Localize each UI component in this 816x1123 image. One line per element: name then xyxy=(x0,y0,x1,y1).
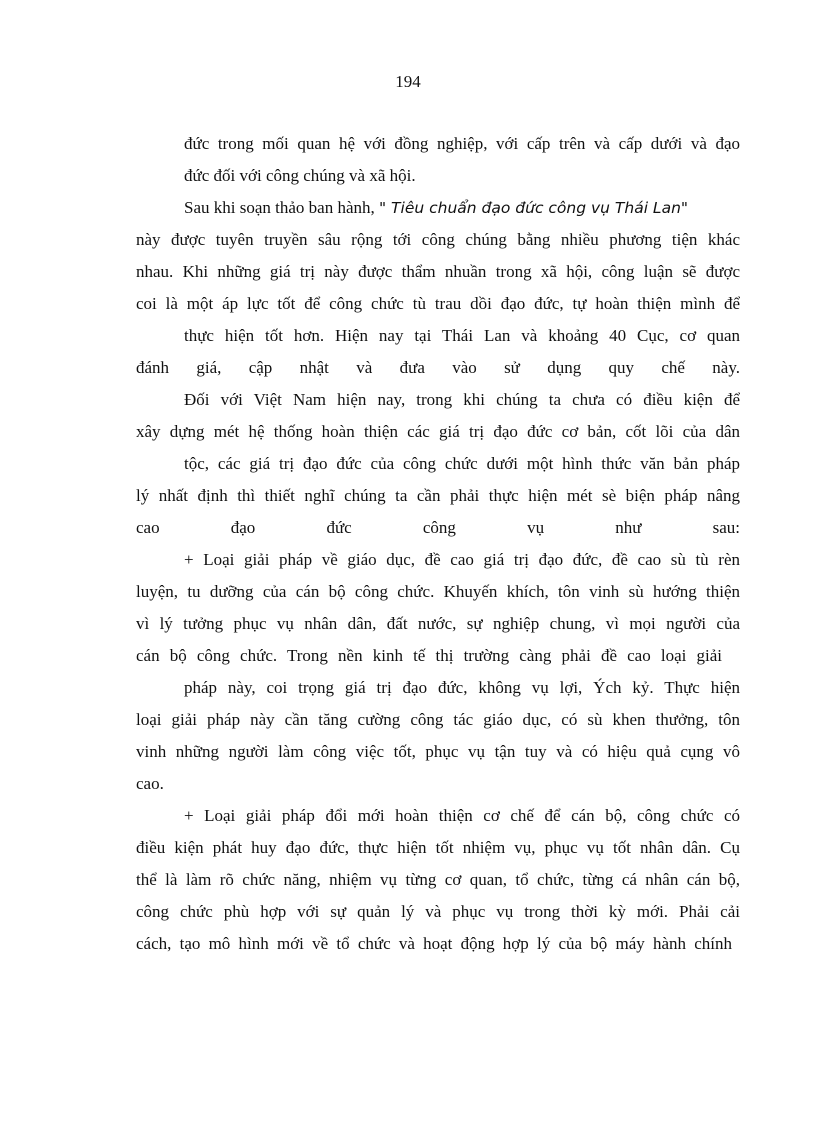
italic-title: " Tiêu chuẩn đạo đức công vụ Thái Lan" xyxy=(379,199,689,217)
text-line: vì lý tưởng phục vụ nhân dân, đất nước, sự nghiệp chung, vì mọi người của xyxy=(136,614,740,633)
text-line: + Loại giải pháp đổi mới hoàn thiện cơ chế để cán bộ, công chức có xyxy=(184,806,740,825)
text-line: đức trong mối quan hệ với đồng nghiệp, với cấp trên và cấp dưới và đạo xyxy=(184,134,740,153)
text-line: loại giải pháp này cần tăng cường công tác giáo dục, có sù khen thưởng, tôn xyxy=(136,710,740,729)
text-line: cán bộ công chức. Trong nền kinh tế thị trường càng phải đề cao loại giải xyxy=(136,646,722,665)
text-line: + Loại giải pháp về giáo dục, đề cao giá trị đạo đức, đề cao sù tù rèn xyxy=(184,550,740,569)
text-line: công chức phù hợp với sự quản lý và phục vụ trong thời kỳ mới. Phải cải xyxy=(136,902,740,921)
text-line: thể là làm rõ chức năng, nhiệm vụ từng cơ quan, tổ chức, từng cá nhân cán bộ, xyxy=(136,870,740,889)
text-line: cách, tạo mô hình mới về tổ chức và hoạt động hợp lý của bộ máy hành chính xyxy=(136,934,732,953)
text-line: đức đối với công chúng và xã hội. xyxy=(184,166,416,185)
text-line: nhau. Khi những giá trị này được thẩm nhuần trong xã hội, công luận sẽ được xyxy=(136,262,740,281)
text-line: tộc, các giá trị đạo đức của công chức dưới một hình thức văn bản pháp xyxy=(184,454,740,473)
text-line: đánh giá, cập nhật và đưa vào sử dụng quy chế này. xyxy=(136,358,740,377)
text-line: coi là một áp lực tốt để công chức tù trau dồi đạo đức, tự hoàn thiện mình để xyxy=(136,294,740,313)
text-line: Đối với Việt Nam hiện nay, trong khi chúng ta chưa có điều kiện để xyxy=(184,390,740,409)
page-number: 194 xyxy=(395,72,421,91)
text-line: pháp này, coi trọng giá trị đạo đức, không vụ lợi, Ých kỷ. Thực hiện xyxy=(184,678,740,697)
text-line: xây dựng mét hệ thống hoàn thiện các giá trị đạo đức cơ bản, cốt lõi của dân xyxy=(136,422,740,441)
text-span: Sau khi soạn thảo ban hành, xyxy=(184,198,379,217)
text-line: cao. xyxy=(136,774,164,793)
text-line: điều kiện phát huy đạo đức, thực hiện tốt nhiệm vụ, phục vụ tốt nhân dân. Cụ xyxy=(136,838,740,857)
text-line: cao đạo đức công vụ như sau: xyxy=(136,518,740,537)
text-line: luyện, tu dưỡng của cán bộ công chức. Khuyến khích, tôn vinh sù hướng thiện xyxy=(136,582,740,601)
text-line: thực hiện tốt hơn. Hiện nay tại Thái Lan và khoảng 40 Cục, cơ quan xyxy=(184,326,740,345)
text-line xyxy=(184,198,688,218)
text-line: vinh những người làm công việc tốt, phục vụ tận tuy và có hiệu quả cụng vô xyxy=(136,742,740,761)
text-line: này được tuyên truyền sâu rộng tới công chúng bằng nhiều phương tiện khác xyxy=(136,230,740,249)
text-line: lý nhất định thì thiết nghĩ chúng ta cần phải thực hiện mét sè biện pháp nâng xyxy=(136,486,740,505)
